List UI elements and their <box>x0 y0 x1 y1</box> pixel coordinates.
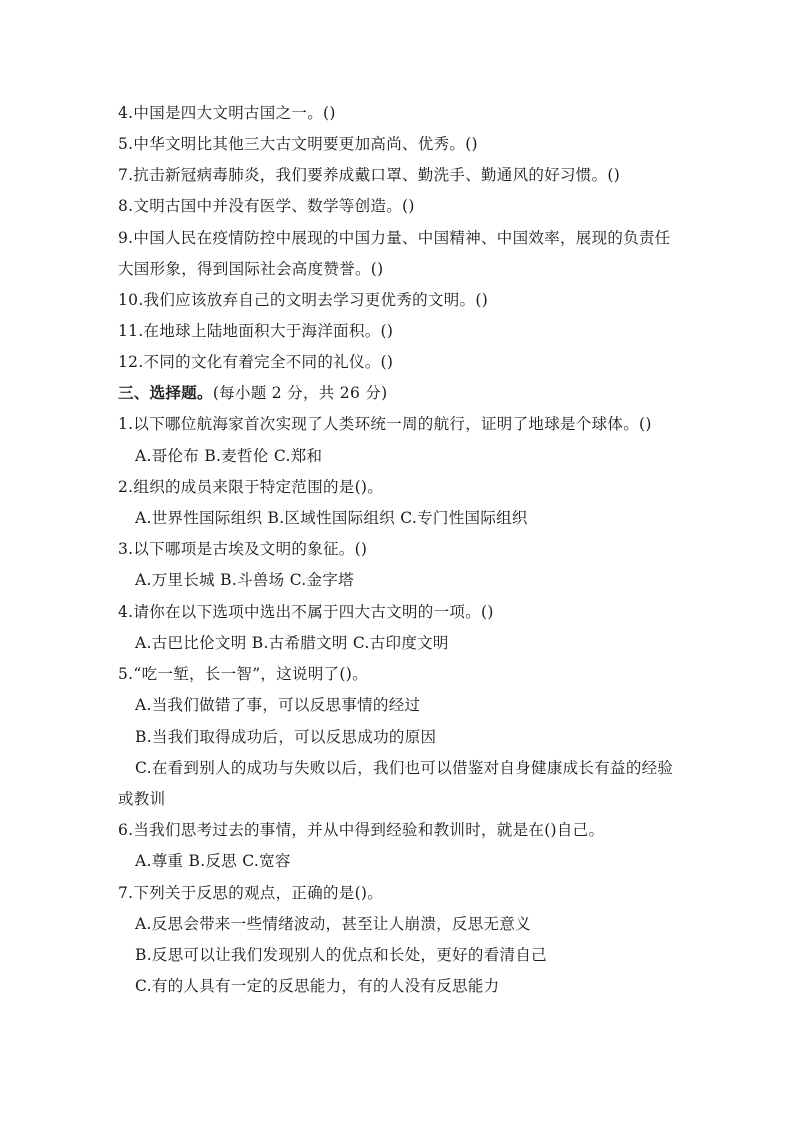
mc-question-3: 3.以下哪项是古埃及文明的象征。() <box>118 540 368 558</box>
tf-item-10: 10.我们应该放弃自己的文明去学习更优秀的文明。() <box>118 291 489 309</box>
tf-item-12: 12.不同的文化有着完全不同的礼仪。() <box>118 353 394 371</box>
mc-question-4: 4.请你在以下选项中选出不属于四大古文明的一项。() <box>118 603 494 621</box>
mc-question-6: 6.当我们思考过去的事情，并从中得到经验和教训时，就是在()自己。 <box>118 821 605 839</box>
mc-option-7c: C.有的人具有一定的反思能力，有的人没有反思能力 <box>135 977 500 995</box>
mc-option-5c: C.在看到别人的成功与失败以后，我们也可以借鉴对自身健康成长有益的经验 <box>135 759 674 777</box>
mc-options-2: A.世界性国际组织 B.区域性国际组织 C.专门性国际组织 <box>135 509 528 527</box>
mc-options-4: A.古巴比伦文明 B.古希腊文明 C.古印度文明 <box>135 634 449 652</box>
mc-question-5: 5.“吃一堑，长一智”，这说明了()。 <box>118 665 368 683</box>
tf-item-8: 8.文明古国中并没有医学、数学等创造。() <box>118 197 415 215</box>
mc-option-7a: A.反思会带来一些情绪波动，甚至让人崩溃，反思无意义 <box>135 915 531 933</box>
mc-question-7: 7.下列关于反思的观点，正确的是()。 <box>118 884 384 902</box>
mc-options-3: A.万里长城 B.斗兽场 C.金字塔 <box>135 571 354 589</box>
mc-options-1: A.哥伦布 B.麦哲伦 C.郑和 <box>135 447 323 465</box>
tf-item-9: 9.中国人民在疫情防控中展现的中国力量、中国精神、中国效率，展现的负责任 <box>118 229 671 247</box>
tf-item-7: 7.抗击新冠病毒肺炎，我们要养成戴口罩、勤洗手、勤通风的好习惯。() <box>118 166 621 184</box>
mc-question-2: 2.组织的成员来限于特定范围的是()。 <box>118 478 384 496</box>
mc-options-6: A.尊重 B.反思 C.宽容 <box>135 852 291 870</box>
tf-item-5: 5.中华文明比其他三大古文明要更加高尚、优秀。() <box>118 135 478 153</box>
section-note: (每小题 2 分，共 26 分) <box>212 384 388 402</box>
tf-item-4: 4.中国是四大文明古国之一。() <box>118 104 336 122</box>
tf-item-11: 11.在地球上陆地面积大于海洋面积。() <box>118 322 394 340</box>
mc-option-5b: B.当我们取得成功后，可以反思成功的原因 <box>135 728 437 746</box>
section-title: 三、选择题。 <box>118 383 213 402</box>
mc-option-5a: A.当我们做错了事，可以反思事情的经过 <box>135 696 421 714</box>
tf-item-9-continued: 大国形象，得到国际社会高度赞誉。() <box>118 260 384 278</box>
mc-option-5c-continued: 或教训 <box>118 790 166 808</box>
mc-question-1: 1.以下哪位航海家首次实现了人类环统一周的航行，证明了地球是个球体。() <box>118 415 652 433</box>
section-heading <box>118 382 388 404</box>
mc-option-7b: B.反思可以让我们发现别人的优点和长处，更好的看清自己 <box>135 946 547 964</box>
